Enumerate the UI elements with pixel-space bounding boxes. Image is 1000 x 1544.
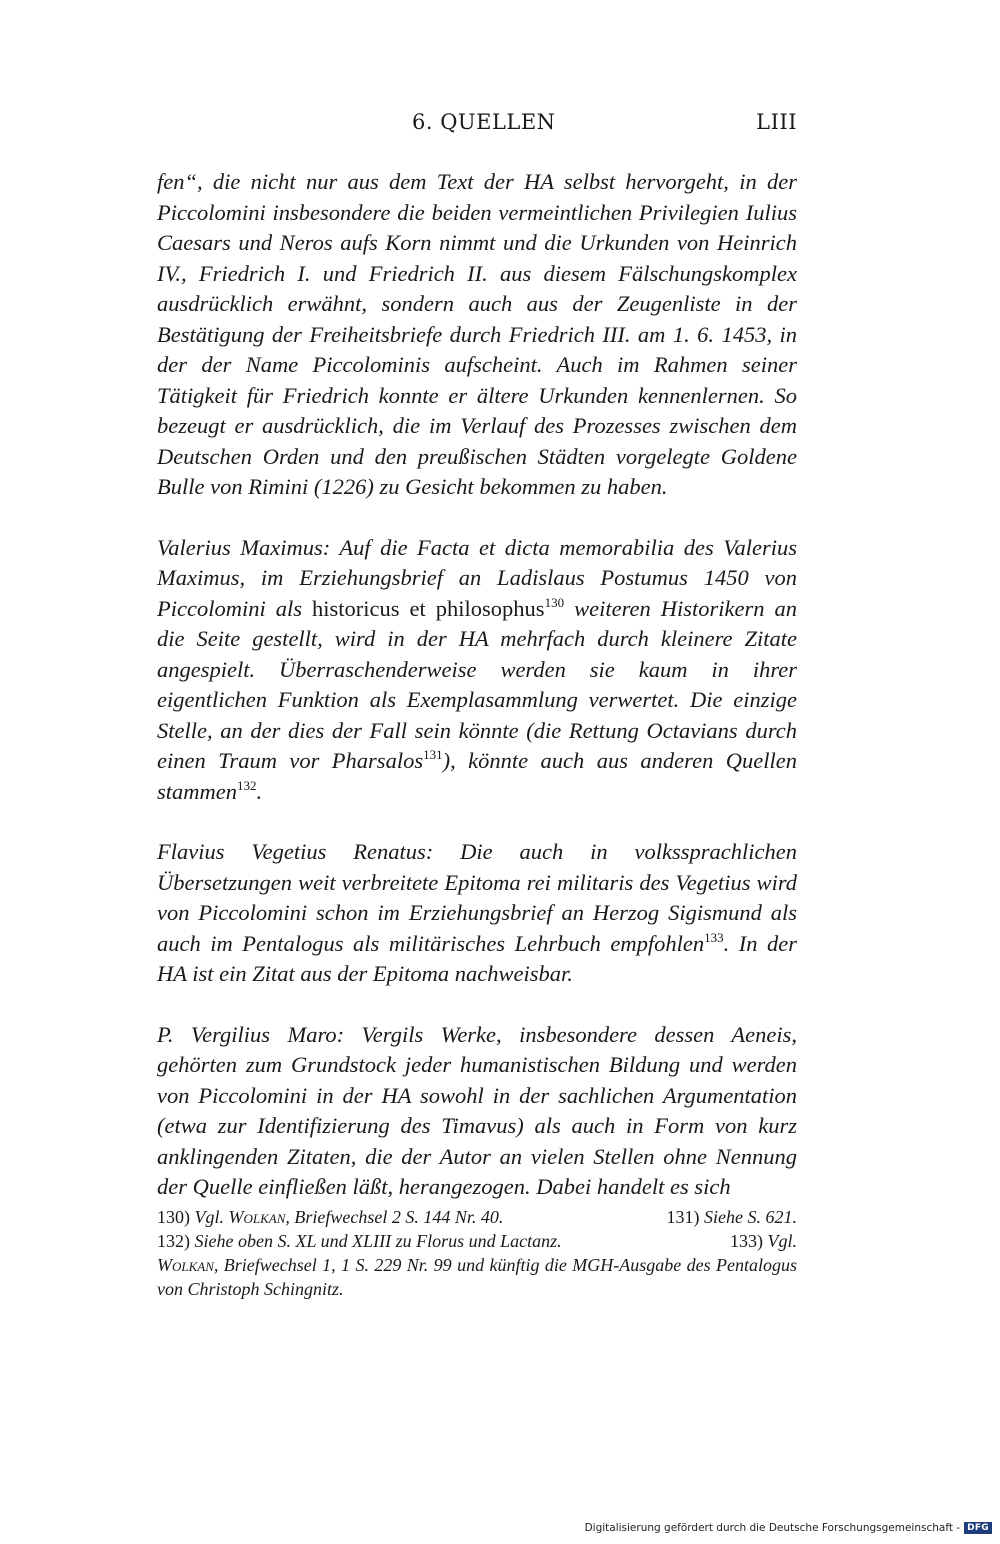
paragraph-vergilius (157, 1020, 797, 1203)
footnote-ref-133: 133 (704, 929, 724, 945)
footnotes (157, 1205, 797, 1301)
dfg-logo-icon: DFG (964, 1522, 992, 1534)
paragraph-4-text: P. Vergilius Maro: Vergils Werke, insbesondere dessen Aeneis, gehörten zum Grundstock jeder humanistischen Bildung und werden von Piccolomini in der HA sowohl in der sachlichen Argumentation (etwa zur Identifizierung des Timavus) als auch in Form von kurz anklingenden Zitaten, die der Autor an vielen Stellen ohne Nennung der Quelle einfließen läßt, herangezogen. Dabei handelt es sich (157, 1021, 797, 1199)
footnote-130-text-b: , Briefwechsel 2 S. 144 Nr. 40. (285, 1207, 504, 1227)
digitization-credit (585, 1522, 992, 1534)
paragraph-3-text-b: . In der HA ist ein Zitat aus der Epitoma nachweisbar. (157, 930, 797, 986)
paragraph-2-text-b: weiteren Historikern an die Seite gestellt, wird in der HA mehrfach durch kleinere Zitate angespielt. Überraschenderweise werden sie kaum in ihrer eigentlichen Funktion als Exemplasammlung verwertet. Die einzige Stelle, an der dies der Fall sein könnte (die Rettung Octavians durch einen Traum vor Pharsalos (157, 595, 798, 773)
paragraph-2-text-d: . (256, 778, 263, 804)
footnote-132-text: Siehe oben S. XL und XLIII zu Florus und Lactanz. (194, 1231, 562, 1251)
footnote-ref-130: 130 (544, 594, 565, 610)
footnote-130-author: Wolkan (228, 1207, 286, 1227)
footnote-130 (157, 1205, 503, 1229)
footnote-133-number: 133) (730, 1231, 763, 1251)
footnote-line-2 (157, 1229, 797, 1253)
paragraph-3-text-a: Flavius Vegetius Renatus: Die auch in volkssprachlichen Übersetzungen weit verbreitete Epitoma rei militaris des Vegetius wird von Piccolomini schon im Erziehungsbrief an Herzog Sigismund als auch im Pentalogus als militärisches Lehrbuch empfohlen (157, 839, 797, 956)
footnote-131 (667, 1205, 797, 1229)
footnote-132-number: 132) (157, 1231, 190, 1251)
footnote-ref-132: 132 (237, 777, 257, 793)
paragraph-vegetius (157, 837, 797, 990)
page-number: LIII (756, 110, 797, 134)
footnote-130-text-a: Vgl. (194, 1207, 224, 1227)
footnote-133-start (730, 1229, 797, 1253)
paragraph-2-text-a: Valerius Maximus: Auf die Facta et dicta memorabilia des Valerius Maximus, im Erziehungsbrief an Ladislaus Postumus 1450 von Piccolomini als (157, 534, 797, 621)
paragraph-2-text-c: ), könnte auch aus anderen Quellen stammen (157, 748, 797, 804)
footnote-ref-131: 131 (423, 747, 443, 762)
footnote-133-text-b: , Briefwechsel 1, 1 S. 229 Nr. 99 und künftig die MGH-Ausgabe des Pentalogus von Christoph Schingnitz. (157, 1255, 797, 1299)
footnote-line-1 (157, 1205, 797, 1229)
footnote-131-text: Siehe S. 621. (704, 1207, 797, 1227)
paragraph-valerius-maximus (157, 533, 797, 808)
main-text (157, 167, 797, 1233)
paragraph-1 (157, 167, 797, 503)
footnote-130-number: 130) (157, 1207, 190, 1227)
footnote-131-number: 131) (666, 1207, 700, 1227)
footnote-133-author: Wolkan (157, 1255, 214, 1275)
footnote-132 (157, 1229, 562, 1253)
paragraph-1-text: fen“, die nicht nur aus dem Text der HA selbst hervorgeht, in der Piccolomini insbesondere die beiden vermeintlichen Privilegien Iulius Caesars und Neros aufs Korn nimmt und die Urkunden von Heinrich IV., Friedrich I. und Friedrich II. aus diesem Fälschungskomplex ausdrücklich erwähnt, sondern auch aus der Zeugenliste in der Bestätigung der Freiheitsbriefe durch Friedrich III. am 1. 6. 1453, in der der Name Piccolominis aufscheint. Auch im Rahmen seiner Tätigkeit für Friedrich konnte er ältere Urkunden kennenlernen. So bezeugt er ausdrücklich, die im Verlauf des Prozesses zwischen dem Deutschen Orden und den preußischen Städten vorgelegte Goldene Bulle von Rimini (1226) zu Gesicht bekommen zu haben. (157, 169, 797, 499)
running-head (157, 110, 797, 140)
chapter-title: 6. QUELLEN (412, 110, 556, 134)
footnote-133-text-a: Vgl. (767, 1231, 797, 1251)
paragraph-2-roman-quote: historicus et philosophus (312, 595, 545, 621)
footnote-133-continuation (157, 1253, 797, 1301)
digitization-credit-text: Digitalisierung gefördert durch die Deutsche Forschungsgemeinschaft - (584, 1522, 961, 1534)
